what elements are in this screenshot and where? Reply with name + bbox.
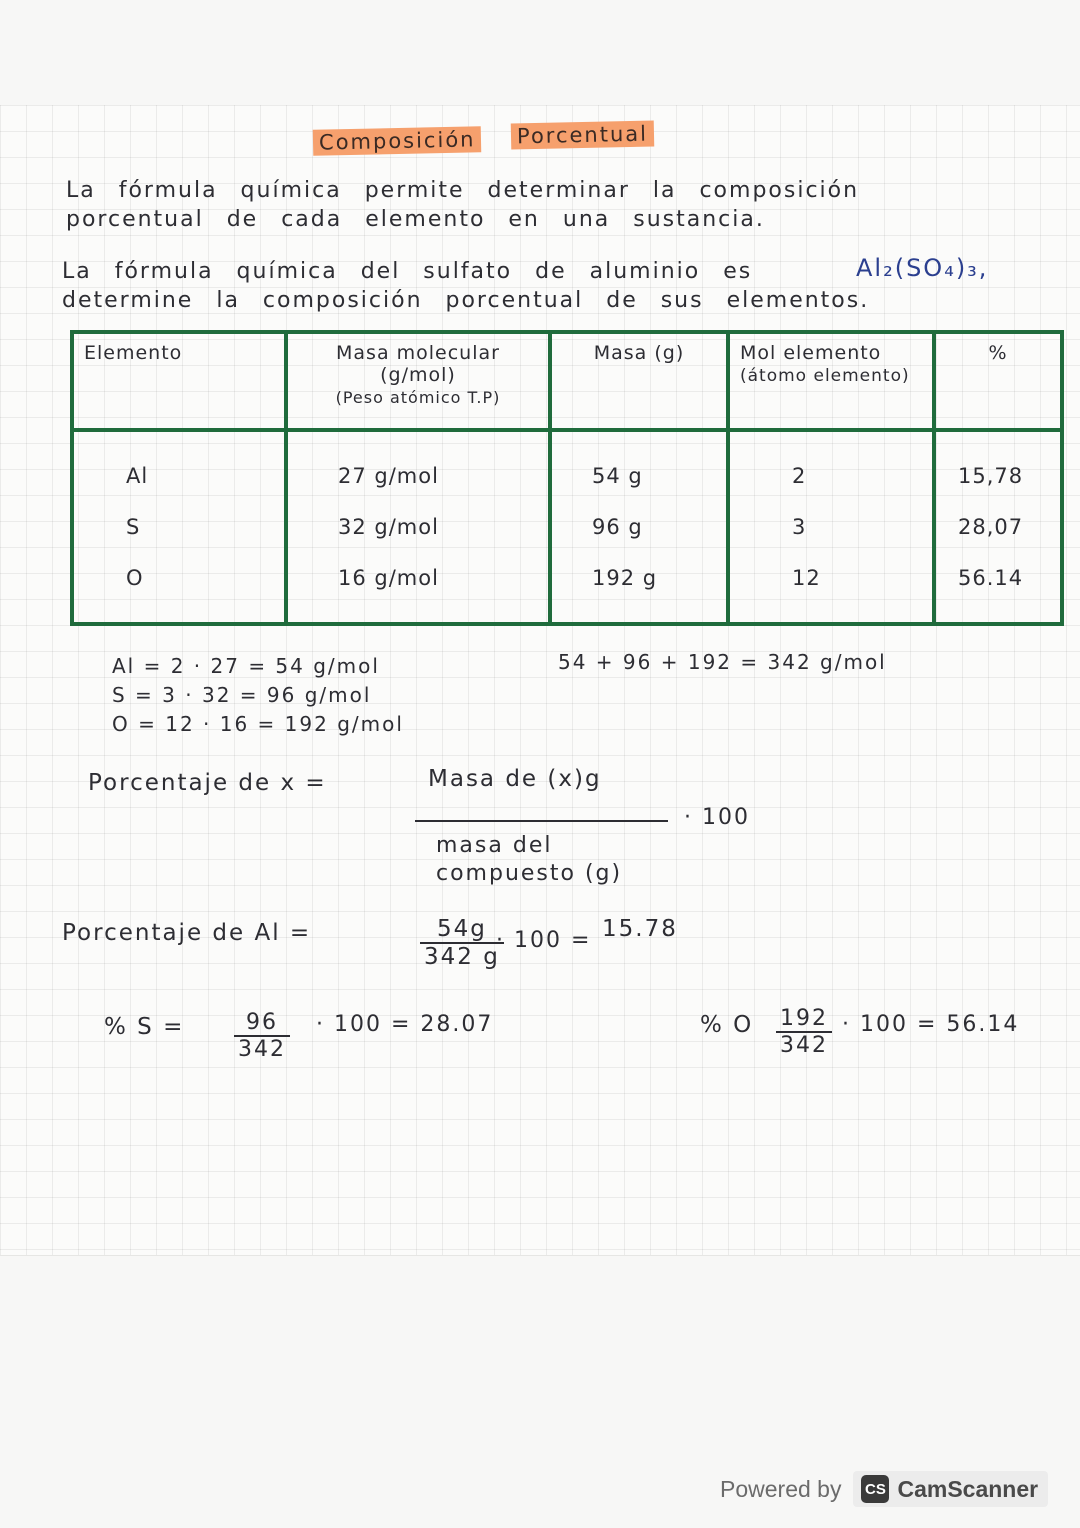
cell-mol: 2 <box>792 463 807 488</box>
pct-s-label: % S = <box>104 1014 185 1040</box>
col-mol <box>728 430 934 624</box>
cell-mol: 3 <box>792 514 807 539</box>
col-masa <box>550 430 728 624</box>
intro-line-2: porcentual de cada elemento en una sustancia. <box>66 207 765 232</box>
header-masa-units: (g/mol) <box>380 364 456 386</box>
pct-o-numerator: 192 <box>780 1006 828 1031</box>
title-word-1: Composición <box>313 126 482 156</box>
header-masa-label: Masa (g) <box>593 342 685 364</box>
header-masa-note: (Peso atómico T.P) <box>335 388 501 407</box>
camscanner-badge <box>853 1471 1048 1507</box>
pct-al-rest: · 100 = <box>496 928 592 953</box>
pct-s-rest: · 100 = 28.07 <box>316 1012 494 1037</box>
cell-masa-molecular: 32 g/mol <box>338 514 439 539</box>
header-pct <box>934 332 1062 430</box>
header-pct-label: % <box>988 342 1008 364</box>
table-header-row <box>72 332 1062 430</box>
calc-sum: 54 + 96 + 192 = 342 g/mol <box>558 650 887 674</box>
pct-o-denominator: 342 <box>776 1031 832 1058</box>
cell-masa-molecular: 27 g/mol <box>338 463 439 488</box>
cell-masa-molecular: 16 g/mol <box>338 566 439 591</box>
general-formula-numerator: Masa de (x)g <box>428 766 602 792</box>
cell-masa: 96 g <box>592 514 643 539</box>
cell-pct: 15,78 <box>958 463 1024 488</box>
header-elemento <box>72 332 286 430</box>
prompt-line-2: determine la composición porcentual de sus elementos. <box>62 288 870 313</box>
cell-mol: 12 <box>792 566 821 591</box>
camscanner-name: CamScanner <box>897 1475 1039 1502</box>
header-mol <box>728 332 934 430</box>
cell-masa: 54 g <box>592 463 643 488</box>
general-formula-label: Porcentaje de x = <box>88 770 327 796</box>
prompt-line-1: La fórmula química del sulfato de aluminio es <box>62 259 753 284</box>
prompt-formula: Al₂(SO₄)₃, <box>856 254 989 282</box>
col-masa-molecular <box>286 430 550 624</box>
composition-table <box>70 330 1064 626</box>
pct-al-result: 15.78 <box>602 916 678 942</box>
pct-o-rest: · 100 = 56.14 <box>842 1012 1020 1037</box>
header-elemento-label: Elemento <box>84 342 183 364</box>
cell-elemento: O <box>126 566 144 591</box>
camscanner-logo-icon: CS <box>861 1475 889 1503</box>
pct-o-fraction <box>776 1006 832 1058</box>
general-formula-fraction-bar <box>415 820 668 822</box>
title-word-2: Porcentual <box>511 121 654 150</box>
cell-pct: 28,07 <box>958 514 1024 539</box>
header-masa-molecular <box>286 332 550 430</box>
pct-al-denominator: 342 g <box>420 942 504 970</box>
cell-elemento: Al <box>126 463 149 488</box>
pct-al-label: Porcentaje de Al = <box>62 920 312 946</box>
header-masa <box>550 332 728 430</box>
pct-al-numerator: 54g <box>436 916 487 942</box>
general-formula-times: · 100 <box>684 805 750 830</box>
pct-al-fraction <box>420 916 504 970</box>
cell-elemento: S <box>126 514 141 539</box>
header-mol-label: Mol elemento <box>740 342 882 364</box>
pct-s-denominator: 342 <box>234 1035 290 1062</box>
header-mol-note: (átomo elemento) <box>740 366 910 386</box>
pct-s-fraction <box>234 1010 290 1062</box>
cell-pct: 56.14 <box>958 566 1024 591</box>
calc-o: O = 12 · 16 = 192 g/mol <box>112 712 404 736</box>
col-pct <box>934 430 1062 624</box>
pct-s-numerator: 96 <box>246 1010 278 1035</box>
camscanner-watermark <box>720 1466 1060 1512</box>
general-formula-denominator: masa del compuesto (g) <box>436 833 623 886</box>
intro-line-1: La fórmula química permite determinar la composición <box>66 178 860 203</box>
table-body-row <box>72 430 1062 624</box>
calc-al: Al = 2 · 27 = 54 g/mol <box>112 654 380 678</box>
powered-by-label: Powered by <box>720 1475 842 1502</box>
col-elemento <box>72 430 286 624</box>
pct-o-label: % O <box>700 1012 754 1038</box>
calc-s: S = 3 · 32 = 96 g/mol <box>112 683 372 707</box>
header-masa-molecular-label: Masa molecular <box>336 342 500 364</box>
cell-masa: 192 g <box>592 566 658 591</box>
